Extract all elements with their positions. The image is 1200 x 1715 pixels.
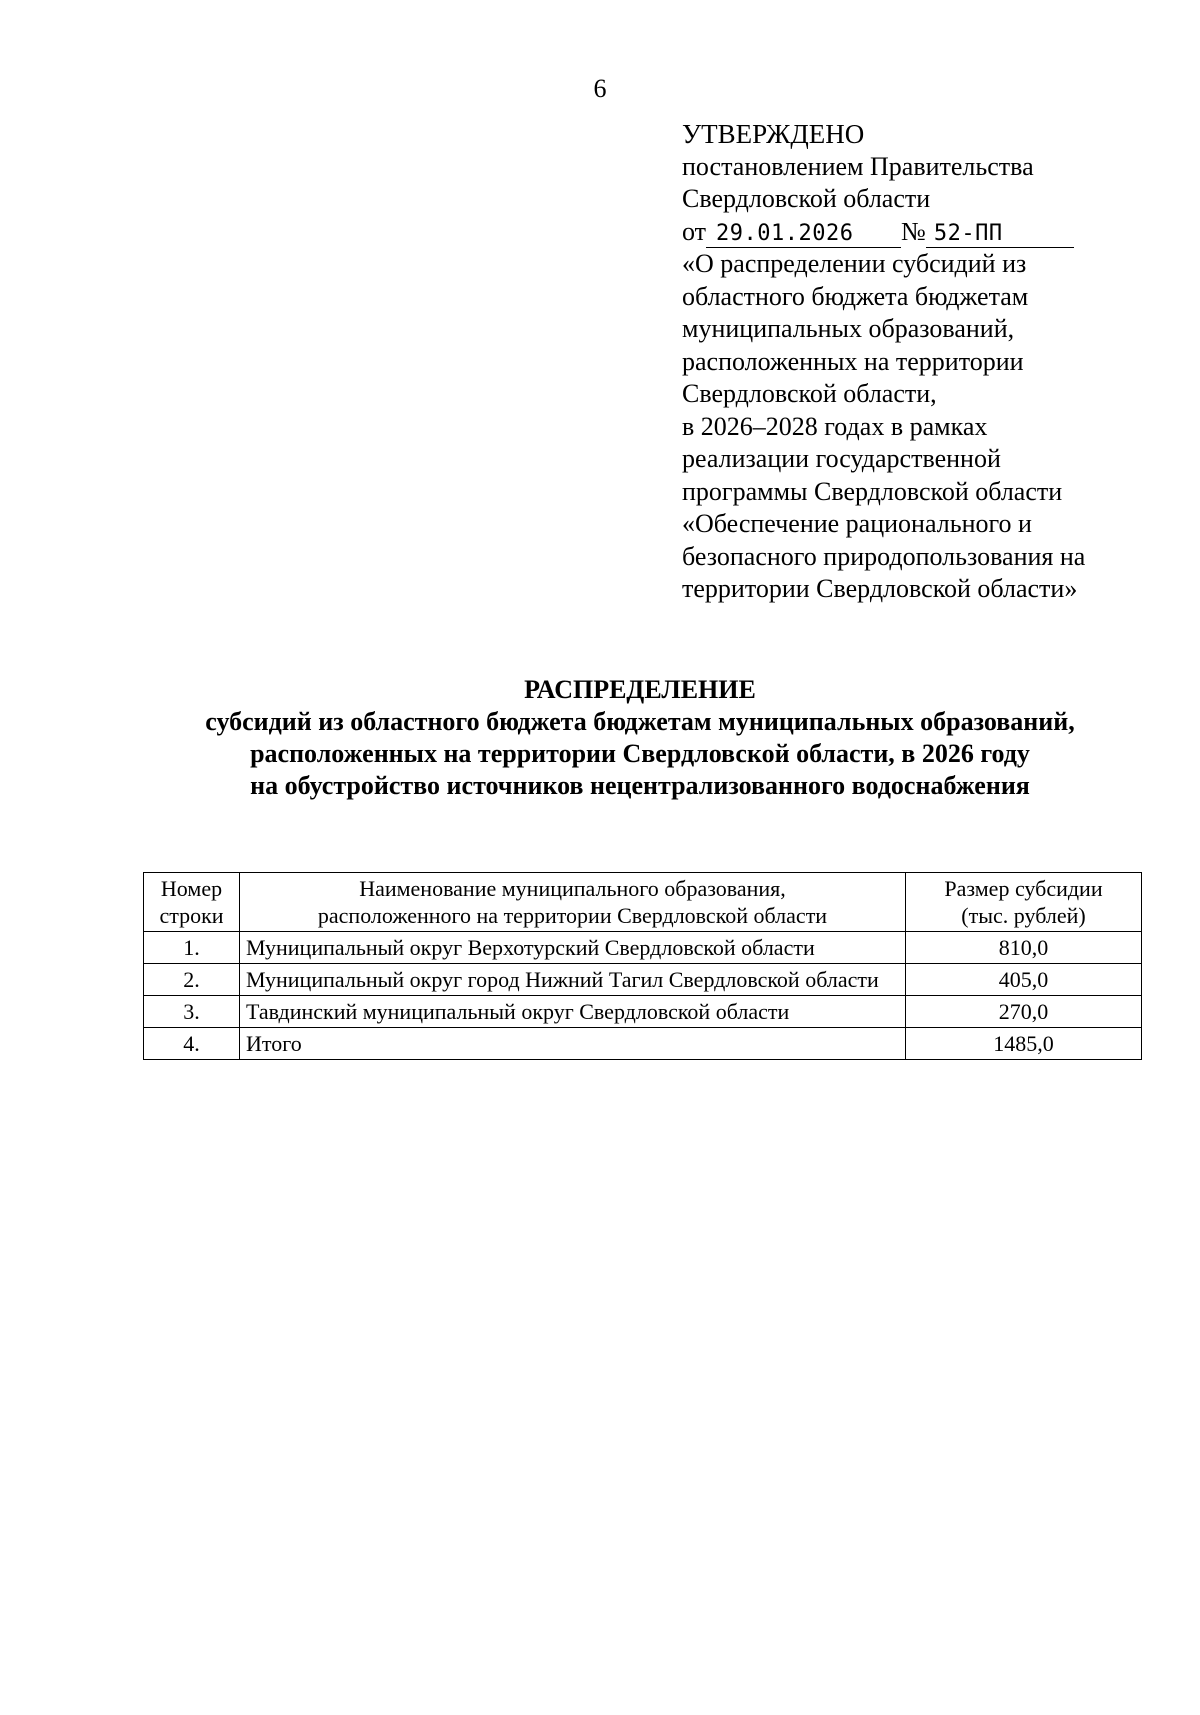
- row-number: 3.: [144, 996, 240, 1028]
- row-name: Итого: [240, 1028, 906, 1060]
- heading-line: субсидий из областного бюджета бюджетам муниципальных образований,: [205, 707, 1075, 736]
- heading-line: расположенных на территории Свердловской области, в 2026 году: [250, 739, 1030, 768]
- document-heading: [0, 674, 1200, 802]
- header-value: [906, 873, 1142, 932]
- resolution-title-line: программы Свердловской области: [682, 476, 1063, 506]
- row-value: 270,0: [906, 996, 1142, 1028]
- row-name: Муниципальный округ Верхотурский Свердловской области: [240, 932, 906, 964]
- resolution-title-line: областного бюджета бюджетам: [682, 281, 1029, 311]
- resolution-title-line: безопасного природопользования на: [682, 541, 1086, 571]
- approval-line: Свердловской области: [682, 184, 931, 213]
- number-value: 52-ПП: [926, 222, 1074, 248]
- row-number: 1.: [144, 932, 240, 964]
- header-text: Размер субсидии: [944, 876, 1103, 901]
- approval-line: постановлением Правительства: [682, 151, 1034, 181]
- table-row-total: [144, 1028, 1142, 1060]
- date-value: 29.01.2026: [706, 222, 901, 248]
- resolution-title-line: территории Свердловской области»: [682, 574, 1078, 603]
- resolution-title-line: муниципальных образований,: [682, 314, 1015, 343]
- page-number: 6: [593, 74, 607, 103]
- resolution-title-line: «О распределении субсидий из: [682, 249, 1027, 278]
- header-num: [144, 873, 240, 932]
- approval-block: [682, 118, 1182, 606]
- header-text: Номер: [160, 876, 223, 901]
- table-row: [144, 932, 1142, 964]
- row-name: Муниципальный округ город Нижний Тагил Свердловской области: [240, 964, 906, 996]
- row-value: 405,0: [906, 964, 1142, 996]
- date-prefix: от: [682, 216, 707, 246]
- table-row: [144, 996, 1142, 1028]
- row-number: 4.: [144, 1028, 240, 1060]
- distribution-table: [143, 872, 1142, 1060]
- resolution-title-line: в 2026–2028 годах в рамках: [682, 411, 988, 441]
- date-number-line: [682, 216, 1182, 249]
- header-name: [240, 873, 906, 932]
- row-number: 2.: [144, 964, 240, 996]
- resolution-title-line: Свердловской области,: [682, 379, 937, 408]
- resolution-title-line: реализации государственной: [682, 444, 1001, 473]
- header-text: Наименование муниципального образования,: [359, 876, 786, 901]
- header-text: строки: [159, 903, 224, 928]
- table-row: [144, 964, 1142, 996]
- heading-title: РАСПРЕДЕЛЕНИЕ: [524, 675, 756, 704]
- header-text: (тыс. рублей): [961, 903, 1086, 928]
- row-value: 810,0: [906, 932, 1142, 964]
- number-prefix: №: [901, 216, 926, 246]
- header-text: расположенного на территории Свердловской области: [317, 903, 828, 928]
- table-header-row: [144, 873, 1142, 932]
- row-name: Тавдинский муниципальный округ Свердловской области: [240, 996, 906, 1028]
- approval-stamp: УТВЕРЖДЕНО: [682, 119, 865, 149]
- heading-line: на обустройство источников нецентрализованного водоснабжения: [250, 771, 1030, 800]
- resolution-title-line: «Обеспечение рационального и: [682, 509, 1032, 538]
- resolution-title-line: расположенных на территории: [682, 346, 1024, 376]
- row-value: 1485,0: [906, 1028, 1142, 1060]
